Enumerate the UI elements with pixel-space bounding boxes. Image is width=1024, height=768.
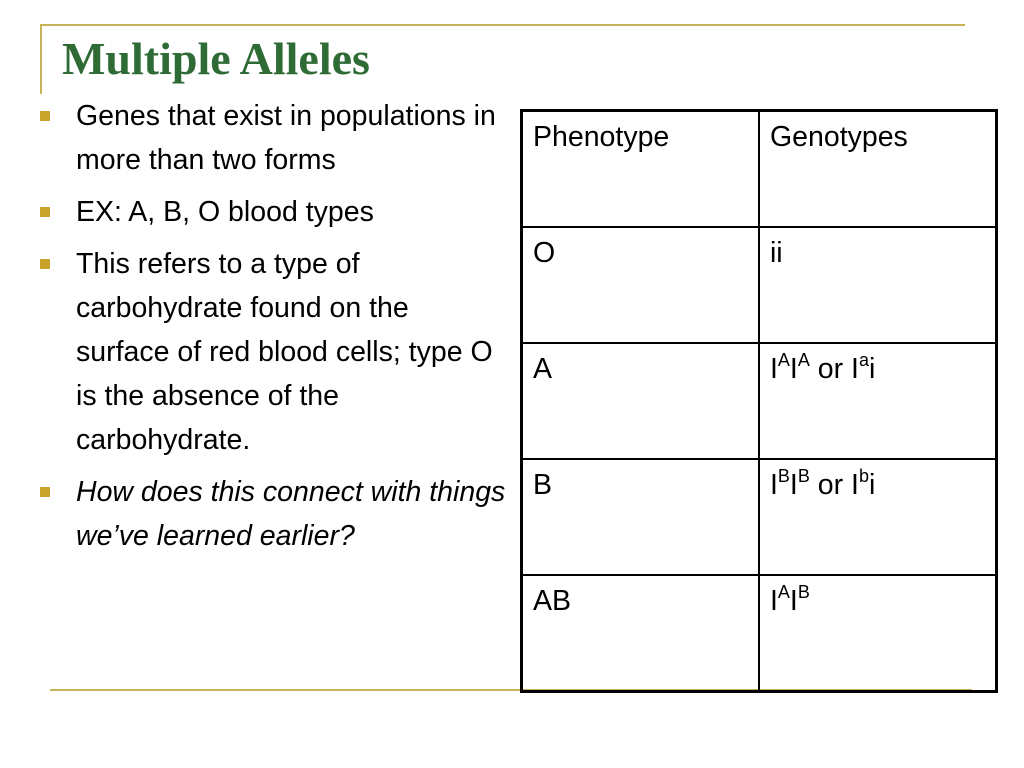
genotype-cell: [759, 343, 997, 459]
allele-superscript: a: [858, 349, 869, 370]
header-genotypes: Genotypes: [759, 111, 997, 228]
table-row: [522, 459, 997, 575]
bullet-text: Genes that exist in populations in more than two forms: [76, 100, 496, 176]
blood-type-table: [520, 109, 998, 693]
genotype-text: or I: [809, 353, 859, 385]
bullet-text: EX: A, B, O blood types: [76, 196, 374, 228]
bullet-item: [36, 470, 506, 558]
bullet-item: [36, 94, 506, 182]
bullet-text-question: How does this connect with things we’ve learned earlier?: [76, 476, 506, 552]
frame-left-rule: [40, 24, 42, 94]
allele-superscript: A: [777, 581, 790, 602]
table-row: [522, 343, 997, 459]
bullet-text: This refers to a type of carbohydrate found on the surface of red blood cells; type O is the absence of the carbohydrate.: [76, 248, 493, 456]
frame-top-rule: [40, 24, 965, 26]
bullet-item: [36, 242, 506, 462]
allele-superscript: B: [777, 465, 790, 486]
allele-superscript: A: [797, 349, 810, 370]
genotype-cell: [759, 227, 997, 343]
genotype-text: i: [868, 469, 876, 501]
bullet-list: [36, 94, 506, 566]
genotype-text: I: [769, 585, 778, 617]
genotype-cell: [759, 459, 997, 575]
genotype-text: I: [789, 585, 798, 617]
table-header-row: [522, 111, 997, 228]
slide-title: Multiple Alleles: [62, 33, 370, 84]
allele-superscript: A: [777, 349, 790, 370]
phenotype-cell: B: [522, 459, 759, 575]
allele-superscript: B: [797, 465, 810, 486]
allele-superscript: b: [858, 465, 869, 486]
genotype-text: I: [789, 469, 798, 501]
genotype-cell: [759, 575, 997, 692]
allele-superscript: B: [797, 581, 810, 602]
header-phenotype: Phenotype: [522, 111, 759, 228]
phenotype-cell: O: [522, 227, 759, 343]
square-bullet-icon: [40, 259, 50, 269]
genotype-text: ii: [769, 237, 783, 269]
genotype-text: I: [789, 353, 798, 385]
square-bullet-icon: [40, 207, 50, 217]
table-row: [522, 575, 997, 692]
square-bullet-icon: [40, 111, 50, 121]
phenotype-cell: A: [522, 343, 759, 459]
genotype-text: or I: [809, 469, 859, 501]
genotype-text: i: [868, 353, 876, 385]
phenotype-cell: AB: [522, 575, 759, 692]
genotype-text: I: [769, 353, 778, 385]
bullet-item: [36, 190, 506, 234]
genotype-text: I: [769, 469, 778, 501]
table-row: [522, 227, 997, 343]
square-bullet-icon: [40, 487, 50, 497]
